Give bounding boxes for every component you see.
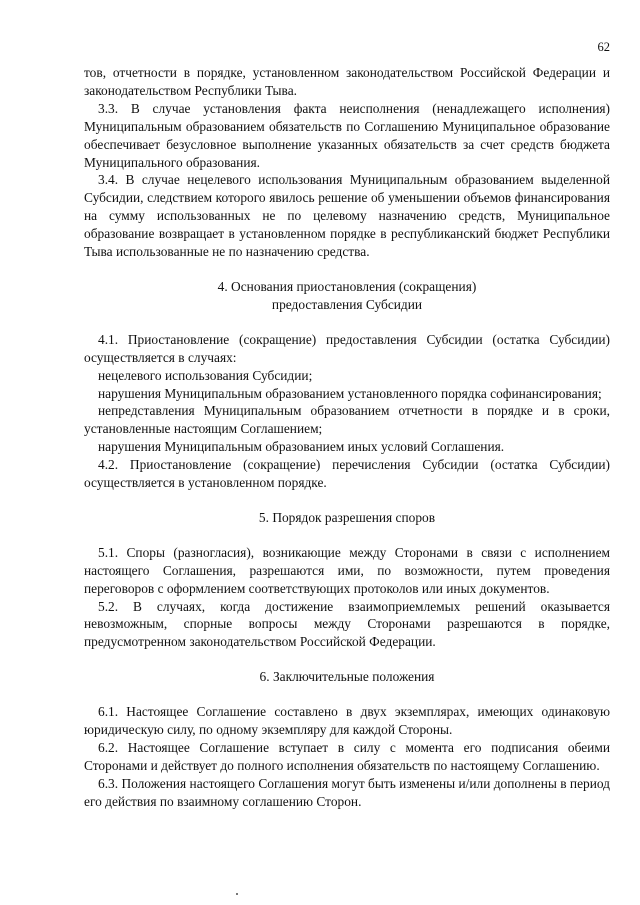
paragraph-4-1: 4.1. Приостановление (сокращение) предоставления Субсидии (остатка Субсидии) осуществляется в случаях:	[84, 331, 610, 365]
paragraph-3-3: 3.3. В случае установления факта неисполнения (ненадлежащего исполнения) Муниципальным образованием обязательств по Соглашению Муниципальное образование обеспечивает безусловное выполнение указанных обязательств за счет средств бюджета Муниципального образования.	[84, 100, 610, 170]
paragraph-3-4: 3.4. В случае нецелевого использования Муниципальным образованием выделенной Субсидии, следствием которого явилось решение об уменьшении объемов финансирования на сумму использованных не по целевому назначению средств, Муниципальное образование возвращает в установленном порядке в республиканский бюджет Республики Тыва использованные не по назначению средства.	[84, 172, 610, 260]
list-item-other-terms: нарушения Муниципальным образованием иных условий Соглашения.	[98, 439, 505, 455]
section-4-heading-line1: 4. Основания приостановления (сокращения)	[217, 278, 477, 294]
section-5-heading: 5. Порядок разрешения споров	[258, 509, 436, 525]
paragraph-continuation: тов, отчетности в порядке, установленном законодательством Российской Федерации и законодательством Республики Тыва.	[84, 65, 610, 98]
scan-speck	[236, 893, 238, 895]
document-body	[84, 64, 610, 811]
paragraph-5-2: 5.2. В случаях, когда достижение взаимоприемлемых решений оказывается невозможным, спорные вопросы между Сторонами разрешаются в порядке, предусмотренном законодательством Российской Федерации.	[84, 598, 610, 650]
paragraph-4-2: 4.2. Приостановление (сокращение) перечисления Субсидии (остатка Субсидии) осуществляется в установленном порядке.	[84, 457, 610, 491]
section-6-heading: 6. Заключительные положения	[259, 669, 435, 685]
paragraph-6-2: 6.2. Настоящее Соглашение вступает в силу с момента его подписания обеими Сторонами и действует до полного исполнения обязательств по настоящему Соглашению.	[84, 740, 610, 773]
paragraph-5-1: 5.1. Споры (разногласия), возникающие между Сторонами в связи с исполнением настоящего Соглашения, разрешаются ими, по возможности, путем проведения переговоров с оформлением соответствующих протоколов или иных документов.	[84, 544, 610, 596]
section-4-heading-line2: предоставления Субсидии	[271, 296, 423, 312]
list-item-misuse: нецелевого использования Субсидии;	[98, 367, 313, 383]
paragraph-6-3: 6.3. Положения настоящего Соглашения могут быть изменены и/или дополнены в период его действия по взаимному соглашению Сторон.	[84, 775, 610, 809]
list-item-cofinancing: нарушения Муниципальным образованием установленного порядка софинансирования;	[98, 385, 602, 401]
paragraph-6-1: 6.1. Настоящее Соглашение составлено в двух экземплярах, имеющих одинаковую юридическую силу, по одному экземпляру для каждой Стороны.	[84, 704, 610, 738]
list-item-reporting: непредставления Муниципальным образованием отчетности в порядке и в сроки, установленные настоящим Соглашением;	[84, 403, 610, 437]
page-number: 62	[597, 40, 610, 54]
